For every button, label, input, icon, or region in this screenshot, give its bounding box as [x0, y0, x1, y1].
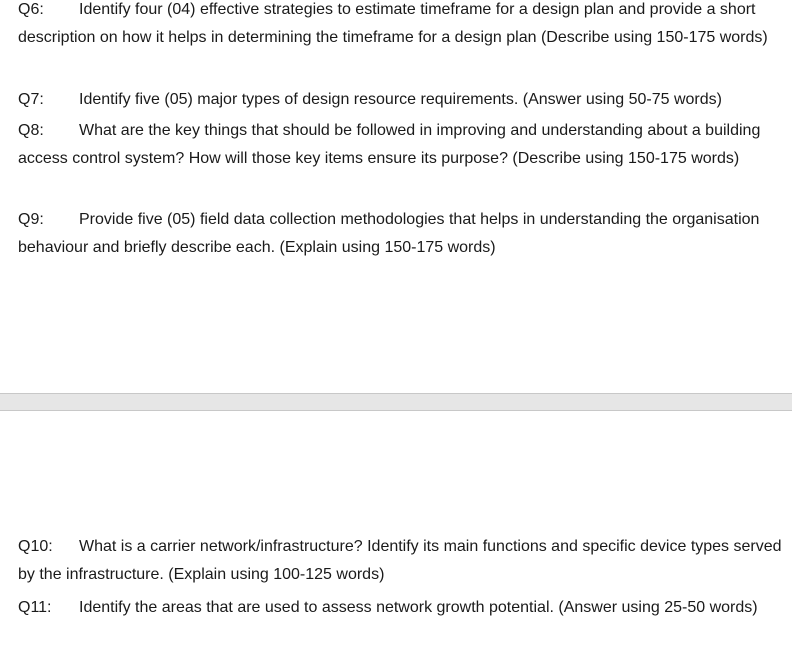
question-text: Identify four (04) effective strategies to estimate timeframe for a design plan and provide a short description on how it helps in determining the timeframe for a design plan (Describe using 150-175 words) [18, 1, 768, 46]
question-number: Q7: [18, 91, 44, 108]
question-q9 [18, 206, 786, 262]
question-q7 [18, 86, 786, 114]
question-number: Q10: [18, 538, 53, 555]
question-number: Q6: [18, 1, 44, 18]
question-q6 [18, 0, 786, 52]
question-text: Provide five (05) field data collection methodologies that helps in understanding the organisation behaviour and briefly describe each. (Explain using 150-175 words) [18, 211, 760, 256]
question-text: Identify the areas that are used to assess network growth potential. (Answer using 25-50 words) [79, 599, 758, 616]
question-number: Q11: [18, 599, 52, 616]
document-page-2 [0, 411, 792, 657]
question-q8 [18, 117, 786, 173]
question-number: Q8: [18, 122, 44, 139]
question-text: Identify five (05) major types of design resource requirements. (Answer using 50-75 words) [79, 91, 722, 108]
question-q11 [18, 594, 786, 622]
question-text: What is a carrier network/infrastructure? Identify its main functions and specific device types served by the infrastructure. (Explain using 100-125 words) [18, 538, 782, 583]
question-number: Q9: [18, 211, 44, 228]
question-q10 [18, 533, 786, 589]
question-text: What are the key things that should be followed in improving and understanding about a building access control system? How will those key items ensure its purpose? (Describe using 150-175 words) [18, 122, 761, 167]
page-break-gap [0, 393, 792, 411]
